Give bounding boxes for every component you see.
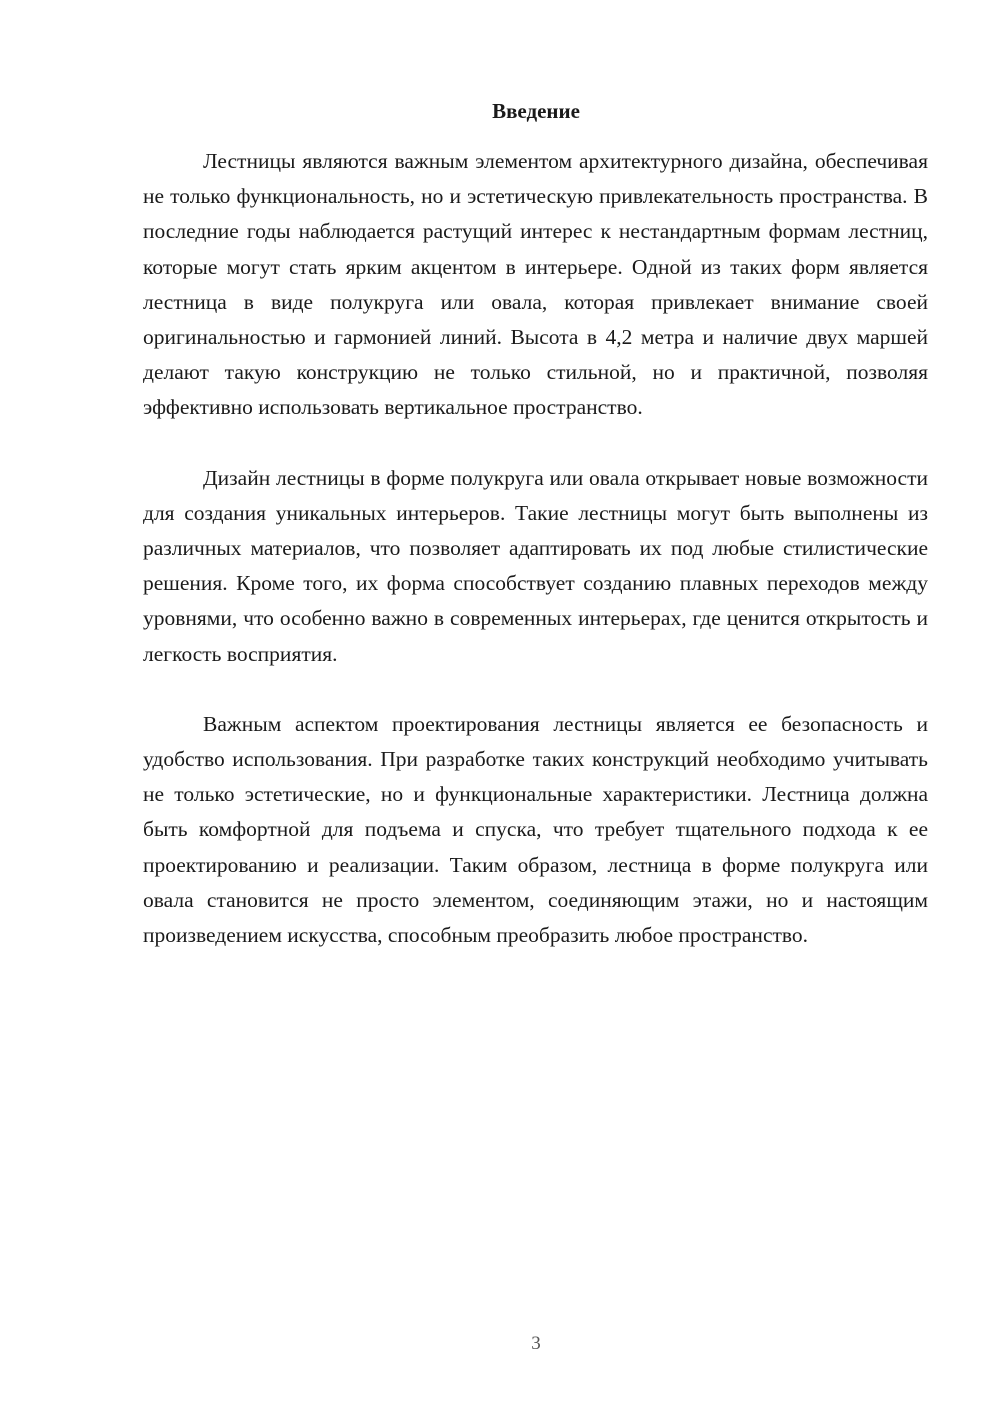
- paragraph-2: Дизайн лестницы в форме полукруга или овала открывает новые возможности для создания уникальных интерьеров. Такие лестницы могут быть выполнены из различных материалов, что позволяет адаптировать их под любые стилистические решения. Кроме того, их форма способствует созданию плавных переходов между уровнями, что особенно важно в современных интерьерах, где ценится открытость и легкость восприятия.: [143, 465, 928, 666]
- body-text: [143, 144, 928, 988]
- paragraph-1: Лестницы являются важным элементом архитектурного дизайна, обеспечивая не только функциональность, но и эстетическую привлекательность пространства. В последние годы наблюдается растущий интерес к нестандартным формам лестниц, которые могут стать ярким акцентом в интерьере. Одной из таких форм является лестница в виде полукруга или овала, которая привлекает внимание своей оригинальностью и гармонией линий. Высота в 4,2 метра и наличие двух маршей делают такую конструкцию не только стильной, но и практичной, позволяя эффективно использовать вертикальное пространство.: [143, 149, 928, 420]
- paragraph-3: Важным аспектом проектирования лестницы является ее безопасность и удобство использования. При разработке таких конструкций необходимо учитывать не только эстетические, но и функциональные характеристики. Лестница должна быть комфортной для подъема и спуска, что требует тщательного подхода к ее проектированию и реализации. Таким образом, лестница в форме полукруга или овала становится не просто элементом, соединяющим этажи, но и настоящим произведением искусства, способным преобразить любое пространство.: [143, 711, 928, 948]
- page-number: 3: [531, 1333, 541, 1354]
- section-title: Введение: [492, 99, 580, 123]
